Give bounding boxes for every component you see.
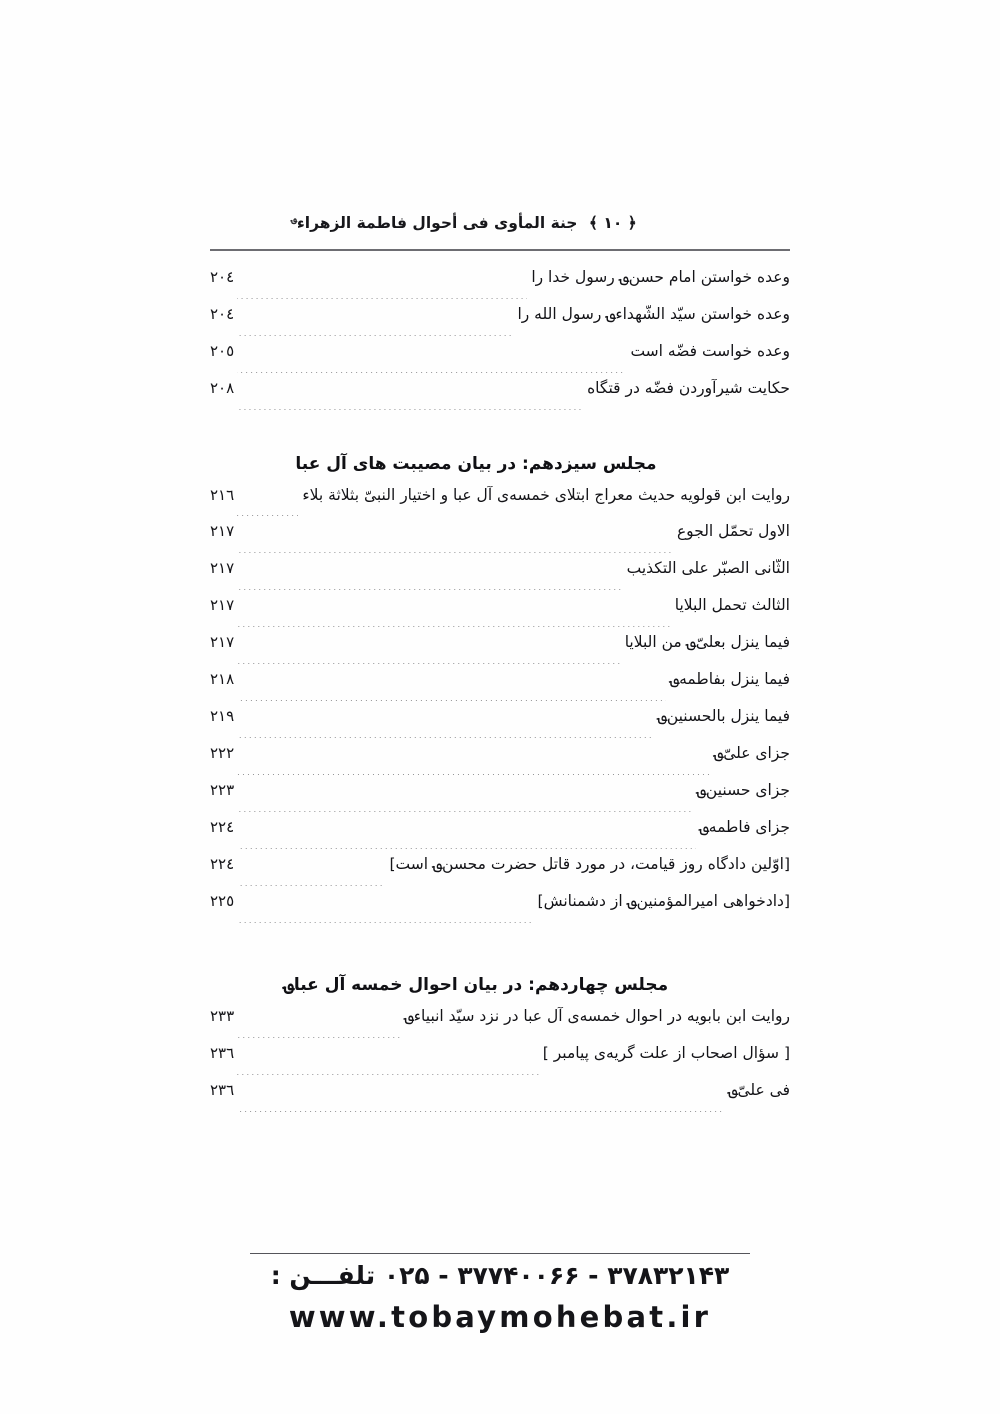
toc-row[interactable] <box>210 342 790 379</box>
toc-entry-title: روایت ابن قولویه حدیث معراج ابتلای خمسه‌ی آل عبا و اختیار النبیّ بثلاثة بلاء <box>302 486 790 504</box>
toc-entry-page: ٢٣٦ <box>210 1044 235 1062</box>
section-heading-majles-14 <box>210 929 790 1007</box>
toc-entry-page: ٢٢٥ <box>210 892 235 910</box>
dot-leader <box>237 409 583 410</box>
toc-entry-page: ٢٣٣ <box>210 1007 235 1025</box>
toc-entry-title: وعده خواستن سیّد الشّهداء؈ رسول الله را <box>517 305 790 323</box>
website-url[interactable]: www.tobaymohebat.ir <box>288 1300 712 1335</box>
toc-entry-title: الاول تحمّل الجوع <box>676 522 790 540</box>
dot-leader <box>237 811 693 812</box>
dot-leader <box>237 663 621 664</box>
toc-row[interactable] <box>210 707 790 744</box>
dot-leader <box>237 552 673 553</box>
toc-row[interactable] <box>210 379 790 416</box>
toc-entry-title: الثالث تحمل البلایا <box>674 596 790 614</box>
running-header <box>210 214 790 232</box>
dot-leader <box>237 335 513 336</box>
toc-row[interactable] <box>210 633 790 670</box>
toc-row[interactable] <box>210 596 790 633</box>
dot-leader <box>237 372 626 373</box>
toc-entry-page: ٢١٧ <box>210 633 235 651</box>
section-heading-text: مجلس سیزدهم: در بیان مصیبت های آل عبا <box>295 454 657 474</box>
toc-entry-page: ٢٣٦ <box>210 1081 235 1099</box>
toc-row[interactable] <box>210 268 790 305</box>
toc-entry-page: ٢٠٤ <box>210 305 235 323</box>
dot-leader <box>237 700 666 701</box>
toc-entry-page: ٢١٩ <box>210 707 235 725</box>
toc-entry-page: ٢١٧ <box>210 522 235 540</box>
toc-entry-title: وعده خواست فضّه است <box>630 342 790 360</box>
footer-divider <box>250 1253 750 1254</box>
toc-entry-title: فی علیّ؈ <box>728 1081 790 1099</box>
dot-leader <box>237 848 696 849</box>
dot-leader <box>237 1037 401 1038</box>
page-number-marker: ﴿ ۱۰ ﴾ <box>588 214 637 233</box>
toc-entry-page: ٢١٧ <box>210 596 235 614</box>
running-header-inner <box>291 214 637 232</box>
toc-row[interactable] <box>210 855 790 892</box>
phone-label: تلفـــن : <box>270 1261 376 1290</box>
toc-entry-page: ٢٢٣ <box>210 781 235 799</box>
dot-leader <box>237 1111 724 1112</box>
toc-entry-page: ٢٢٢ <box>210 744 235 762</box>
toc-entry-page: ٢١٧ <box>210 559 235 577</box>
table-of-contents <box>210 268 790 1118</box>
dot-leader <box>237 885 385 886</box>
toc-row[interactable] <box>210 892 790 929</box>
section-heading-majles-13 <box>210 416 790 486</box>
toc-row[interactable] <box>210 670 790 707</box>
dot-leader <box>237 298 527 299</box>
toc-entry-title: جزای فاطمه؈ <box>699 818 790 836</box>
toc-entry-page: ٢١٦ <box>210 486 235 504</box>
toc-entry-title: فیما ینزل بفاطمه؈ <box>670 670 790 688</box>
toc-entry-page: ٢١٨ <box>210 670 235 688</box>
toc-entry-title: [دادخواهی امیرالمؤمنین؈ از دشمنانش] <box>537 892 790 910</box>
dot-leader <box>237 1074 539 1075</box>
toc-entry-title: وعده خواستن امام حسن؈ رسول خدا را <box>531 268 790 286</box>
toc-row[interactable] <box>210 305 790 342</box>
toc-row[interactable] <box>210 1044 790 1081</box>
toc-entry-page: ٢٠٨ <box>210 379 235 397</box>
dot-leader <box>237 515 298 516</box>
toc-entry-title: جزای حسنین؈ <box>696 781 790 799</box>
book-title: جنة المأوى فی أحوال فاطمة الزهراء <box>296 214 578 233</box>
toc-entry-title: [اوّلین دادگاه روز قیامت، در مورد قاتل حضرت محسن؈ است] <box>389 855 790 873</box>
toc-entry-page: ٢٢٤ <box>210 818 235 836</box>
header-divider <box>210 249 790 251</box>
toc-row[interactable] <box>210 522 790 559</box>
section-heading-text: مجلس چهاردهم: در بیان احوال خمسه آل عبا؈ <box>283 975 669 995</box>
toc-entry-title: فیما ینزل بالحسنین؈ <box>657 707 790 725</box>
dot-leader <box>237 774 710 775</box>
dot-leader <box>237 626 671 627</box>
toc-entry-title: فیما ینزل بعلیّ؈ من البلایا <box>624 633 790 651</box>
toc-row[interactable] <box>210 781 790 818</box>
dot-leader <box>237 922 533 923</box>
toc-row[interactable] <box>210 744 790 781</box>
toc-entry-title: [ سؤال اصحاب از علت گریه‌ی پیامبر ] <box>542 1044 790 1062</box>
toc-row[interactable] <box>210 1081 790 1118</box>
toc-entry-title: حکایت شیرآوردن فضّه در قتگاه <box>587 379 790 397</box>
contact-phone-line <box>0 1258 1000 1294</box>
toc-entry-page: ٢٠٤ <box>210 268 235 286</box>
toc-row[interactable] <box>210 559 790 596</box>
page-footer <box>0 1258 1000 1334</box>
toc-entry-title: الثّانی الصبّر علی التکذیب <box>626 559 790 577</box>
toc-entry-page: ٢٢٤ <box>210 855 235 873</box>
dot-leader <box>237 589 622 590</box>
toc-entry-title: جزای علیّ؈ <box>714 744 790 762</box>
toc-entry-page: ٢٠٥ <box>210 342 235 360</box>
honorific-icon: ؈ <box>291 214 297 225</box>
dot-leader <box>237 737 654 738</box>
phone-numbers: ۰۲۵ - ۳۷۷۴۰۰۶۶ - ۳۷۸۳۲۱۴۳ <box>383 1261 730 1290</box>
toc-entry-title: روایت ابن بابویه در احوال خمسه‌ی آل عبا در نزد سیّد انبیاء؈ <box>404 1007 790 1025</box>
toc-row[interactable] <box>210 818 790 855</box>
